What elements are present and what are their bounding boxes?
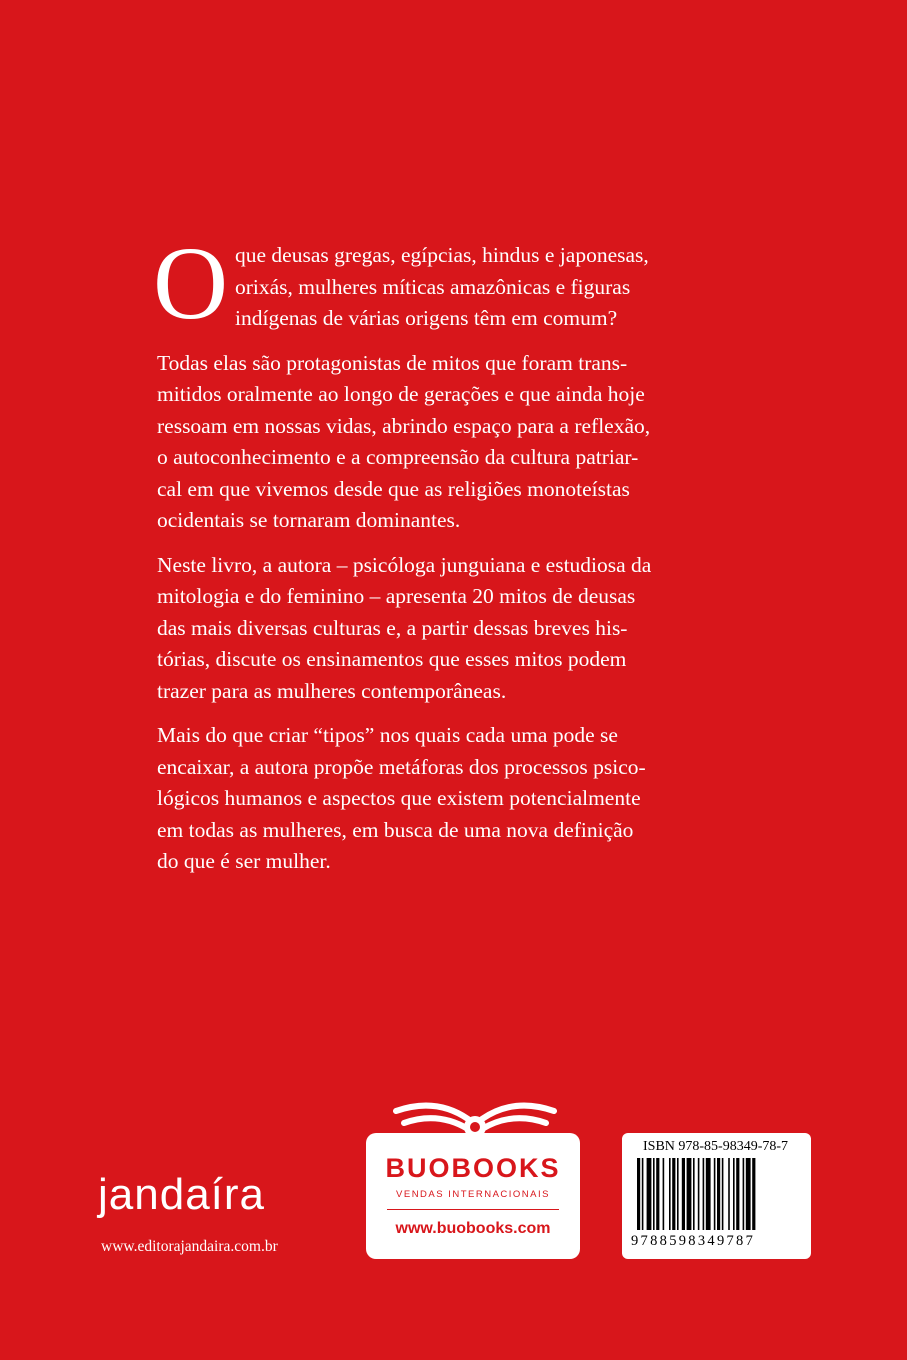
barcode-bar	[677, 1158, 679, 1230]
barcode-bar	[656, 1158, 659, 1230]
barcode-bar	[733, 1158, 735, 1230]
barcode-bar	[669, 1158, 671, 1230]
barcode-bar	[642, 1158, 644, 1230]
buobooks-url: www.buobooks.com	[395, 1220, 551, 1237]
barcode-bar	[743, 1158, 745, 1230]
drop-cap: O	[153, 226, 229, 341]
barcode-bar	[752, 1158, 755, 1230]
barcode-bar	[728, 1158, 730, 1230]
divider	[387, 1209, 559, 1210]
barcode-bar	[687, 1158, 692, 1230]
barcode-bar	[653, 1158, 655, 1230]
buobooks-subtitle: VENDAS INTERNACIONAIS	[396, 1189, 550, 1200]
blurb-paragraph-2: Todas elas são protagonistas de mitos que foram trans- mitidos oralmente ao longo de gerações e que ainda hoje ressoam em nossas vidas, abrindo espaço para a reflexão, o autoconhecimento e a compreensão da cultura patriar- cal em que vivemos desde que as religiões monoteístas ocidentais se tornaram dominantes.	[157, 350, 651, 532]
barcode-bar	[714, 1158, 716, 1230]
barcode-bar	[722, 1158, 724, 1230]
barcode-bar	[703, 1158, 705, 1230]
publisher-url: www.editorajandaira.com.br	[101, 1238, 278, 1255]
publisher-logo: jandaíra	[98, 1170, 266, 1219]
back-cover-blurb	[153, 226, 757, 891]
barcode-digits: 9788598349787	[631, 1233, 756, 1249]
barcode-bar	[647, 1158, 652, 1230]
barcode-bar	[717, 1158, 720, 1230]
blurb-paragraph-3: Neste livro, a autora – psicóloga junguiana e estudiosa da mitologia e do feminino – apresenta 20 mitos de deusas das mais diversas culturas e, a partir dessas breves his- tórias, discute os ensinamentos que esses mitos podem trazer para as mulheres contemporâneas.	[157, 552, 652, 703]
blurb-paragraph-1: O que deusas gregas, egípcias, hindus e japonesas, orixás, mulheres míticas amazônicas e figuras indígenas de várias origens têm em comum?	[153, 226, 649, 341]
barcode-bar	[637, 1158, 640, 1230]
barcode-bar	[663, 1158, 665, 1230]
barcode-bar	[672, 1158, 675, 1230]
barcode-bar	[698, 1158, 700, 1230]
barcode-bar	[746, 1158, 751, 1230]
barcode-bar	[682, 1158, 685, 1230]
buobooks-name: BUOBOOKS	[385, 1153, 561, 1183]
buobooks-badge	[366, 1133, 580, 1259]
barcode-bars	[635, 1158, 799, 1236]
barcode-bar	[736, 1158, 739, 1230]
isbn-barcode	[622, 1133, 811, 1259]
isbn-label: ISBN 978-85-98349-78-7	[643, 1139, 789, 1154]
barcode-bar	[706, 1158, 711, 1230]
barcode-bar	[693, 1158, 695, 1230]
blurb-paragraph-4: Mais do que criar “tipos” nos quais cada uma pode se encaixar, a autora propõe metáforas dos processos psico- lógicos humanos e aspectos que existem potencialmente em todas as mulheres, em busca de uma nova definição do que é ser mulher.	[157, 723, 646, 873]
